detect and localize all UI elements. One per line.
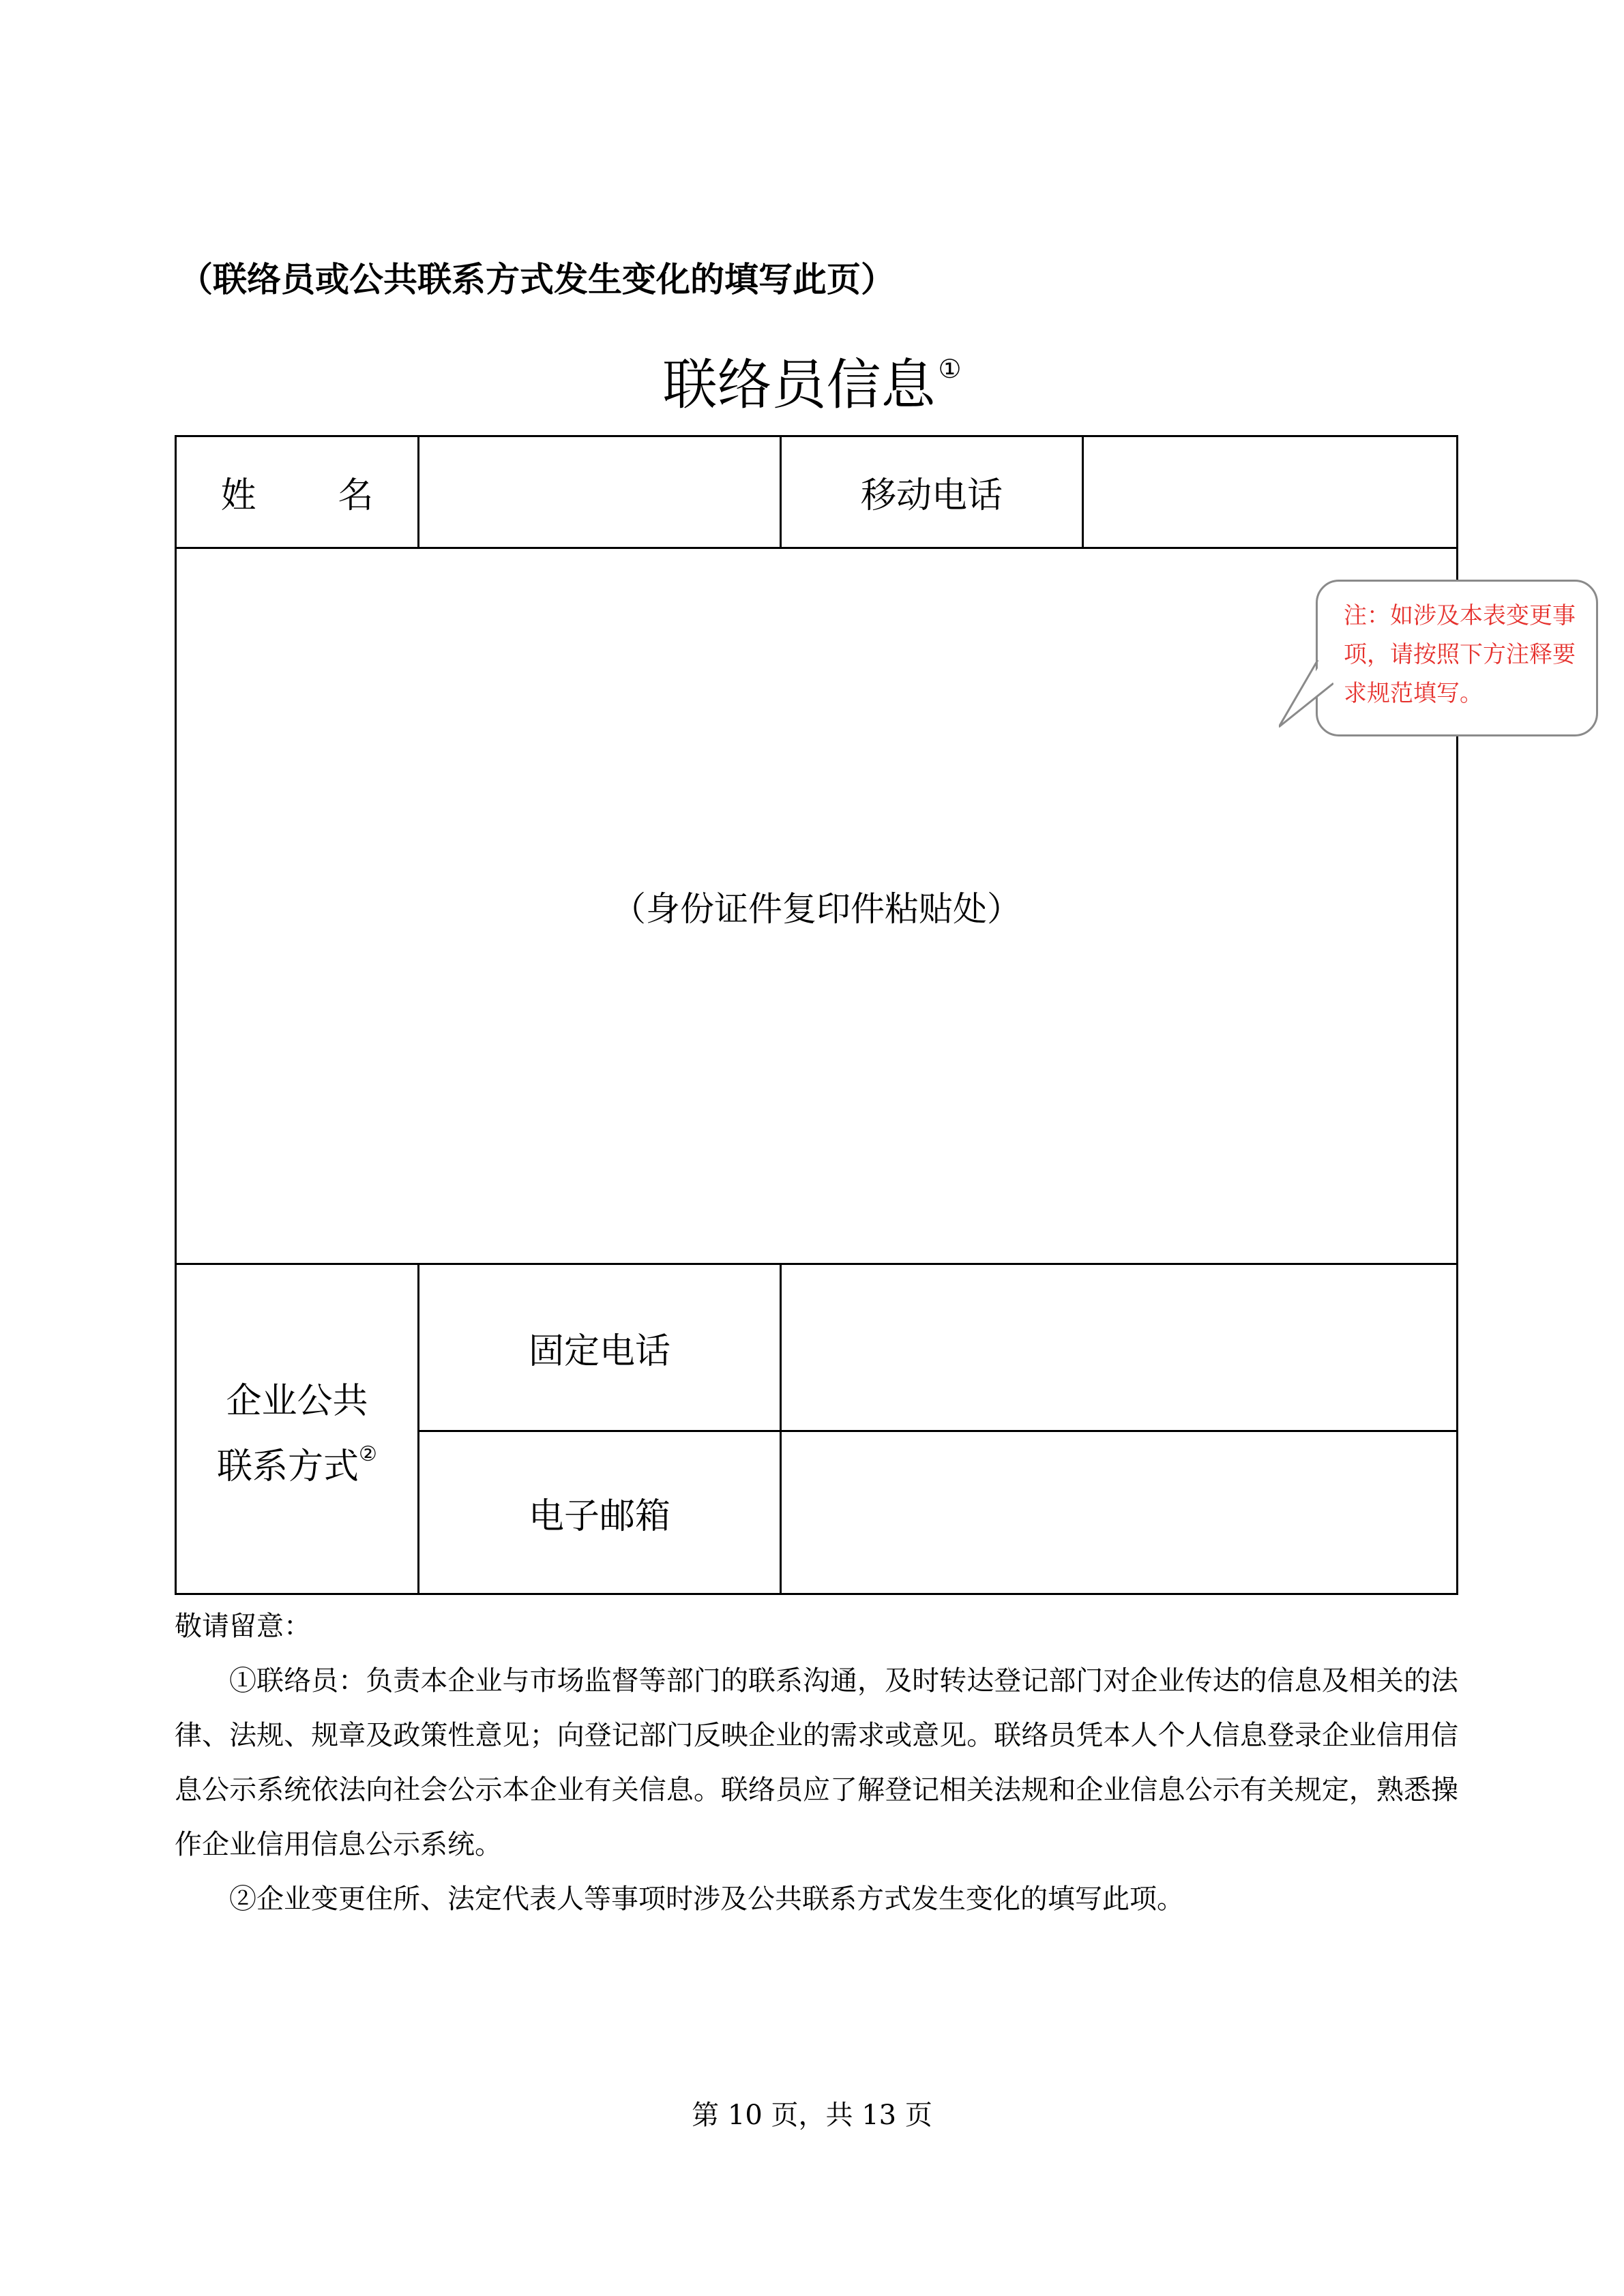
name-field[interactable] — [419, 437, 780, 547]
name-label-first: 姓 — [220, 475, 256, 516]
mobile-label: 移动电话 — [860, 475, 1003, 516]
note-item-1: ①联络员：负责本企业与市场监督等部门的联系沟通，及时转达登记部门对企业传达的信息及相关的法律、法规、规章及政策性意见；向登记部门反映企业的需求或意见。联络员凭本人个人信息登录企业信用信息公示系统依法向社会公示本企业有关信息。联络员应了解登记相关法规和企业信息公示有关规定，熟悉操作企业信用信息公示系统。 — [175, 1665, 1458, 1860]
notes-section — [175, 1599, 1458, 1926]
landline-label: 固定电话 — [528, 1330, 670, 1372]
name-label-second: 名 — [338, 475, 374, 516]
id-copy-paste-area: （身份证件复印件粘贴处） — [612, 889, 1021, 929]
mobile-field[interactable] — [1084, 437, 1456, 547]
public-contact-label-line1: 企业公共 — [226, 1380, 368, 1422]
page-title — [0, 341, 1624, 419]
name-label — [177, 437, 417, 547]
public-contact-label — [177, 1265, 417, 1593]
email-field[interactable] — [782, 1432, 1456, 1593]
public-contact-label-line2: 联系方式 — [217, 1446, 359, 1487]
callout-pointer — [1279, 655, 1333, 730]
page-subtitle: （联络员或公共联系方式发生变化的填写此页） — [179, 260, 895, 299]
public-contact-label-line2-wrap — [217, 1428, 377, 1493]
title-note-mark: ① — [938, 354, 962, 384]
contact-info-form — [175, 435, 1458, 1595]
note-item-2: ②企业变更住所、法定代表人等事项时涉及公共联系方式发生变化的填写此项。 — [229, 1883, 1184, 1915]
page-number: 第 10 页，共 13 页 — [692, 2100, 932, 2131]
landline-field[interactable] — [782, 1265, 1456, 1430]
email-label: 电子邮箱 — [528, 1495, 670, 1537]
page-title-text: 联络员信息 — [662, 353, 936, 417]
callout-note: 注：如涉及本表变更事项，请按照下方注释要求规范填写。 — [1316, 580, 1598, 736]
public-contact-note-mark: ② — [359, 1442, 377, 1466]
notes-heading: 敬请留意： — [175, 1611, 311, 1642]
